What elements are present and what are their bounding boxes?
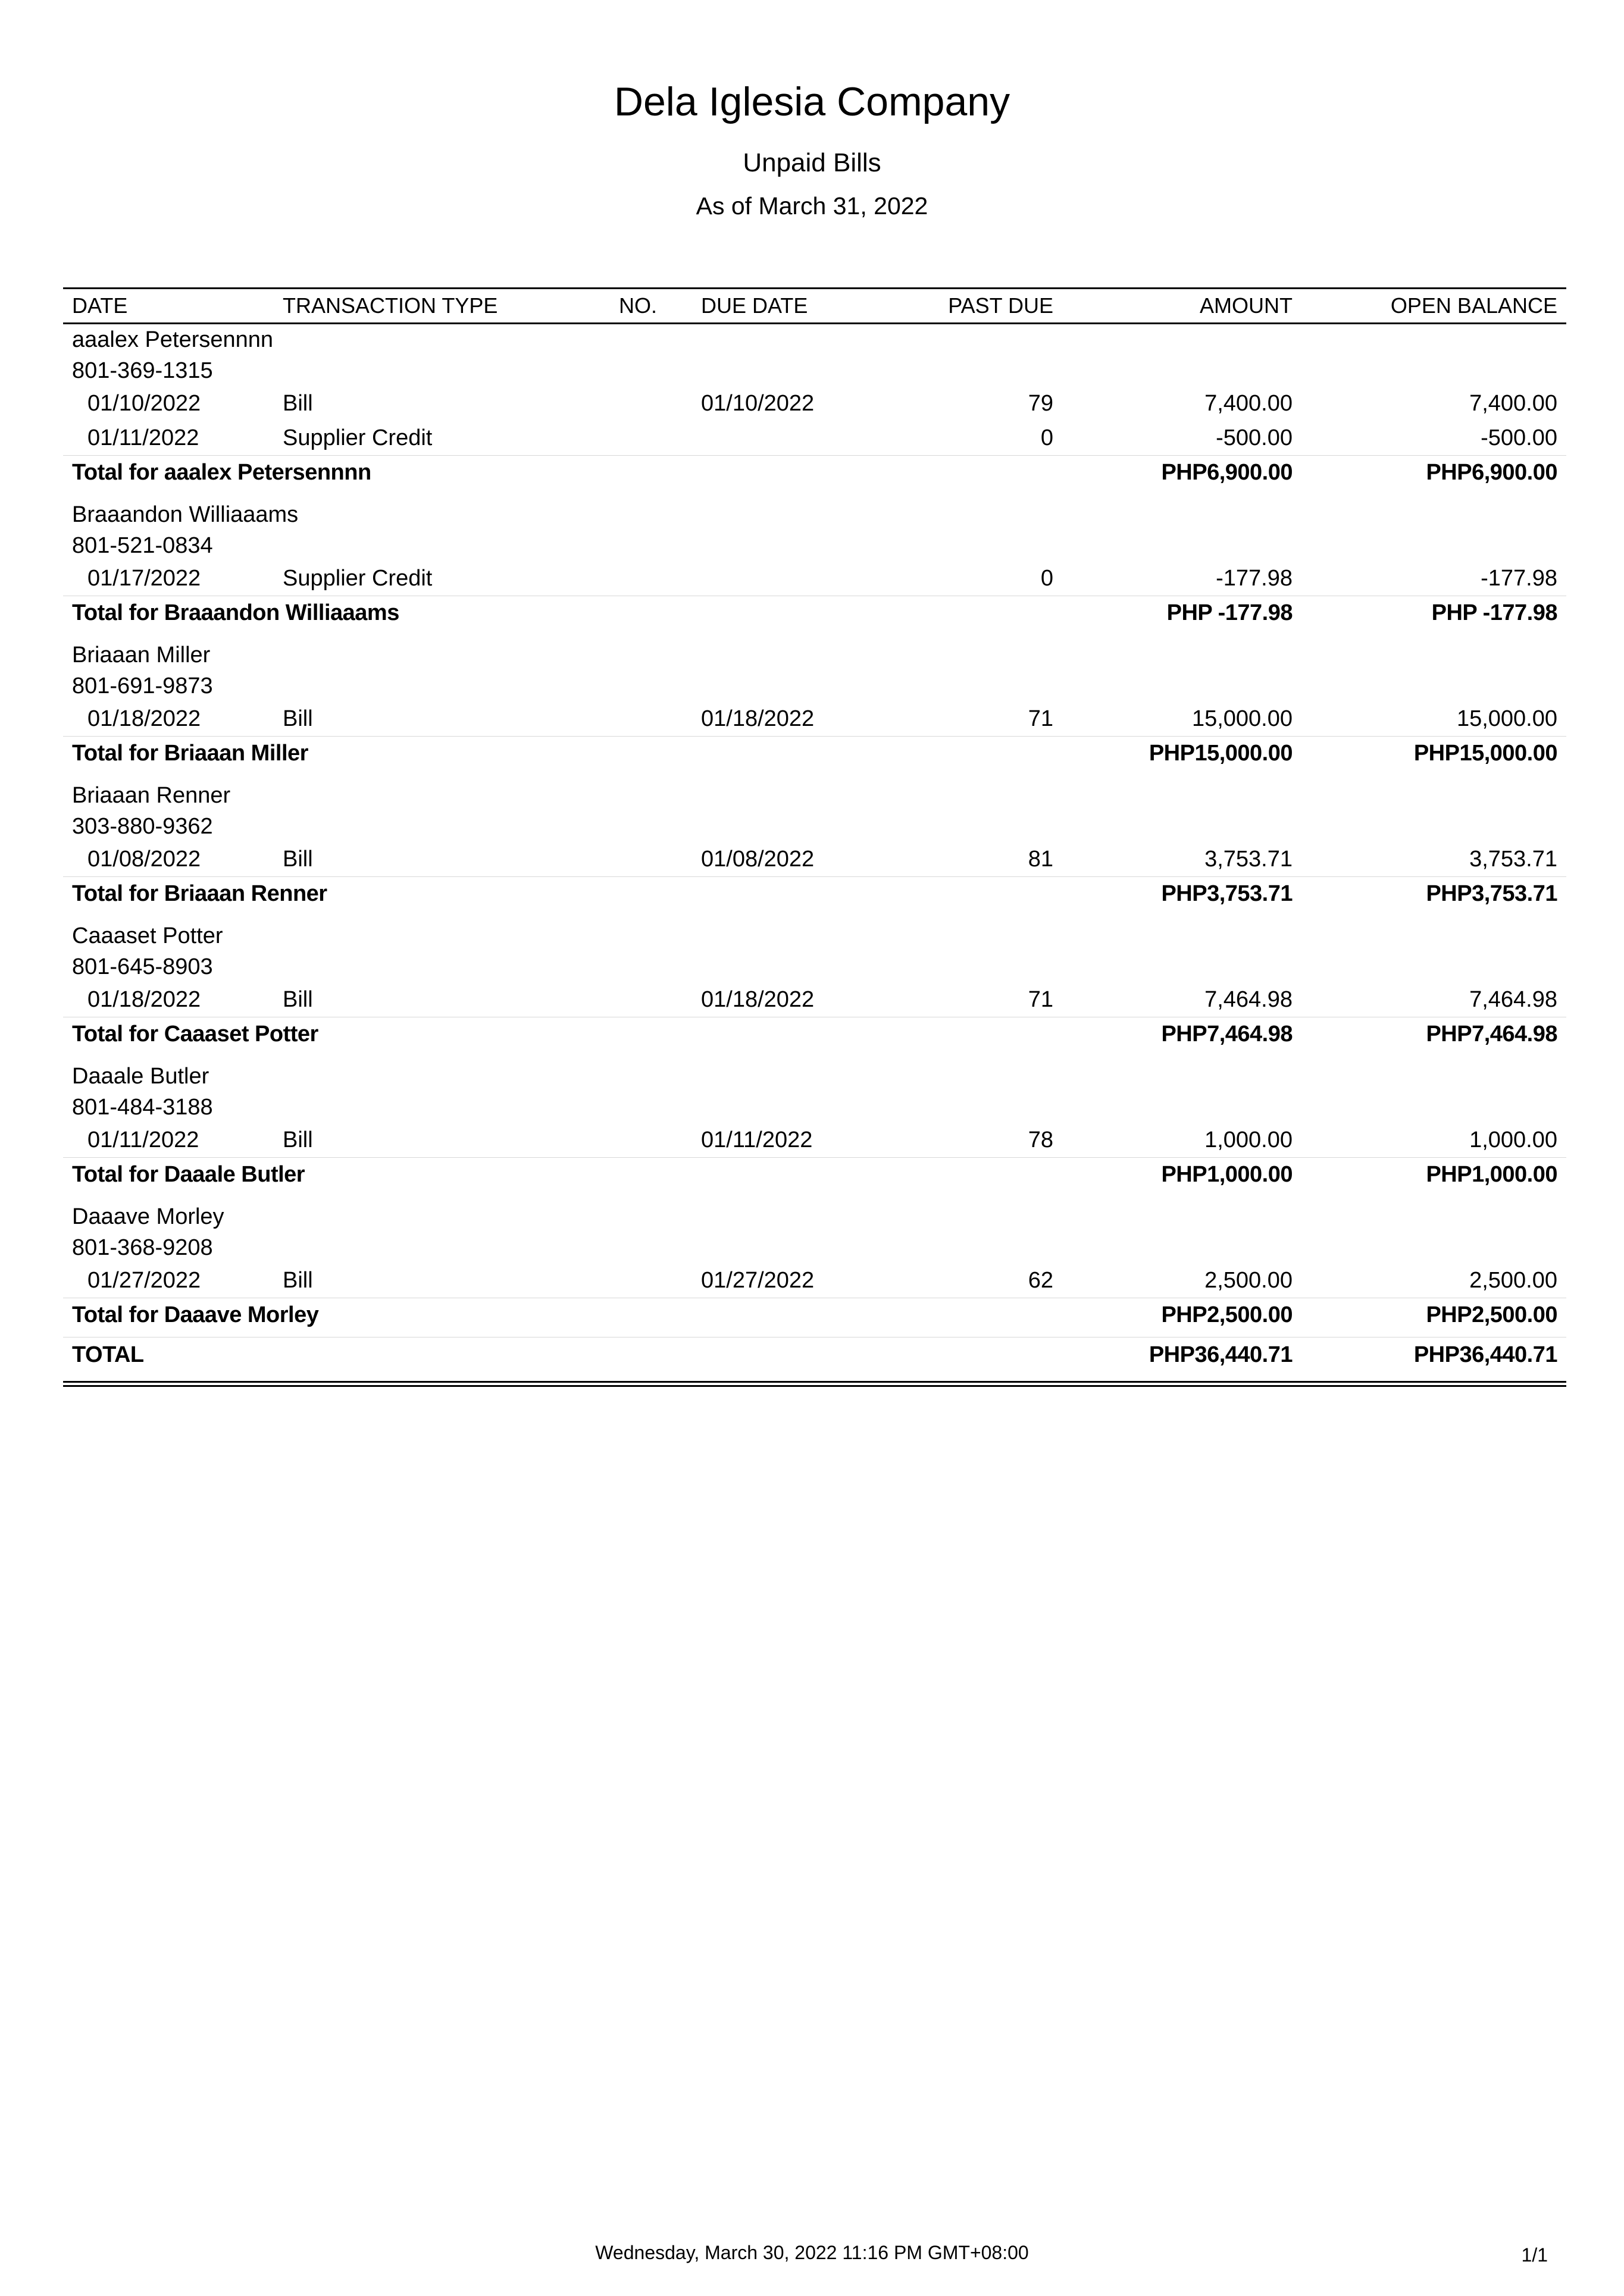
column-header-row: [63, 287, 1566, 324]
supplier-total-row: [63, 1298, 1566, 1335]
supplier-phone: 801-369-1315: [72, 358, 213, 383]
row-amount: 15,000.00: [1191, 706, 1293, 731]
supplier-name: Briaaan Renner: [72, 783, 231, 808]
supplier-name: Braaandon Williaaams: [72, 502, 299, 527]
supplier-phone-row: [63, 1232, 1566, 1263]
grand-total-row: [63, 1337, 1566, 1381]
supplier-name-row: [63, 499, 1566, 530]
row-amount: 7,400.00: [1204, 391, 1293, 416]
double-rule: [63, 1381, 1566, 1387]
supplier-total-label: Total for Daaave Morley: [72, 1302, 319, 1327]
grand-total-amount: PHP36,440.71: [1149, 1342, 1293, 1367]
row-past-due: 0: [1040, 566, 1053, 591]
supplier-phone: 303-880-9362: [72, 814, 213, 839]
row-due-date: 01/11/2022: [701, 1127, 813, 1152]
page-number: 1/1: [1521, 2244, 1548, 2266]
table-row: [63, 561, 1566, 596]
row-open-balance: 3,753.71: [1469, 847, 1557, 872]
supplier-name-row: [63, 920, 1566, 951]
row-past-due: 79: [1028, 391, 1053, 416]
row-past-due: 71: [1028, 706, 1053, 731]
table-row: [63, 421, 1566, 455]
column-transaction-type: TRANSACTION TYPE: [283, 293, 498, 318]
row-date: 01/18/2022: [87, 706, 201, 731]
supplier-total-amount: PHP7,464.98: [1161, 1022, 1293, 1047]
supplier-total-label: Total for Caaaset Potter: [72, 1022, 318, 1047]
supplier-total-row: [63, 736, 1566, 773]
supplier-total-label: Total for Braaandon Williaaams: [72, 600, 399, 625]
column-past-due: PAST DUE: [948, 293, 1053, 318]
supplier-group: [63, 1061, 1566, 1194]
supplier-name: Daaale Butler: [72, 1064, 209, 1089]
row-past-due: 78: [1028, 1127, 1053, 1152]
supplier-total-amount: PHP6,900.00: [1161, 460, 1293, 485]
row-open-balance: 1,000.00: [1469, 1127, 1557, 1152]
row-open-balance: 15,000.00: [1456, 706, 1557, 731]
row-amount: 2,500.00: [1204, 1268, 1293, 1293]
supplier-phone-row: [63, 671, 1566, 701]
row-date: 01/08/2022: [87, 847, 201, 872]
supplier-total-balance: PHP1,000.00: [1426, 1162, 1557, 1187]
supplier-total-amount: PHP1,000.00: [1161, 1162, 1293, 1187]
supplier-total-label: Total for Briaaan Miller: [72, 741, 308, 766]
row-date: 01/27/2022: [87, 1268, 201, 1293]
column-open-balance: OPEN BALANCE: [1390, 293, 1557, 318]
column-due-date: DUE DATE: [701, 293, 808, 318]
supplier-group: [63, 499, 1566, 632]
supplier-total-balance: PHP -177.98: [1431, 600, 1557, 625]
table-row: [63, 1263, 1566, 1298]
supplier-name: Briaaan Miller: [72, 643, 211, 668]
row-open-balance: 7,464.98: [1469, 987, 1557, 1012]
table-row: [63, 386, 1566, 421]
supplier-name: Daaave Morley: [72, 1204, 224, 1229]
supplier-group: [63, 1201, 1566, 1335]
row-due-date: 01/08/2022: [701, 847, 815, 872]
row-amount: -177.98: [1216, 566, 1293, 591]
row-due-date: 01/27/2022: [701, 1268, 815, 1293]
supplier-phone: 801-521-0834: [72, 533, 213, 558]
supplier-phone: 801-484-3188: [72, 1095, 213, 1120]
supplier-phone-row: [63, 811, 1566, 842]
row-past-due: 0: [1040, 425, 1053, 450]
unpaid-bills-table: [63, 287, 1566, 1387]
row-past-due: 71: [1028, 987, 1053, 1012]
supplier-total-amount: PHP3,753.71: [1161, 881, 1293, 906]
row-amount: 1,000.00: [1204, 1127, 1293, 1152]
table-row: [63, 982, 1566, 1017]
grand-total-balance: PHP36,440.71: [1413, 1342, 1557, 1367]
table-row: [63, 701, 1566, 736]
supplier-phone-row: [63, 1092, 1566, 1123]
footer-timestamp: Wednesday, March 30, 2022 11:16 PM GMT+08:00: [595, 2242, 1029, 2263]
row-transaction-type: Supplier Credit: [283, 566, 433, 591]
supplier-name-row: [63, 1061, 1566, 1092]
supplier-phone: 801-368-9208: [72, 1235, 213, 1260]
supplier-total-balance: PHP15,000.00: [1413, 741, 1557, 766]
table-row: [63, 1123, 1566, 1157]
supplier-total-balance: PHP6,900.00: [1426, 460, 1557, 485]
supplier-group: [63, 324, 1566, 492]
row-transaction-type: Bill: [283, 1268, 313, 1293]
supplier-name-row: [63, 640, 1566, 671]
row-date: 01/11/2022: [87, 1127, 199, 1152]
row-open-balance: -500.00: [1481, 425, 1557, 450]
row-transaction-type: Supplier Credit: [283, 425, 433, 450]
supplier-phone-row: [63, 530, 1566, 561]
row-open-balance: 2,500.00: [1469, 1268, 1557, 1293]
supplier-name: Caaaset Potter: [72, 923, 223, 948]
row-transaction-type: Bill: [283, 391, 313, 416]
supplier-total-amount: PHP -177.98: [1166, 600, 1293, 625]
grand-total-label: TOTAL: [72, 1342, 144, 1367]
supplier-total-balance: PHP7,464.98: [1426, 1022, 1557, 1047]
supplier-total-balance: PHP3,753.71: [1426, 881, 1557, 906]
company-name: Dela Iglesia Company: [614, 79, 1010, 124]
row-due-date: 01/10/2022: [701, 391, 815, 416]
row-due-date: 01/18/2022: [701, 706, 815, 731]
row-past-due: 81: [1028, 847, 1053, 872]
supplier-name-row: [63, 1201, 1566, 1232]
supplier-total-label: Total for Briaaan Renner: [72, 881, 327, 906]
supplier-group: [63, 640, 1566, 773]
table-row: [63, 842, 1566, 876]
supplier-phone-row: [63, 951, 1566, 982]
supplier-total-row: [63, 876, 1566, 913]
report-date: As of March 31, 2022: [696, 192, 928, 220]
supplier-total-label: Total for Daaale Butler: [72, 1162, 305, 1187]
row-date: 01/11/2022: [87, 425, 199, 450]
row-amount: -500.00: [1216, 425, 1293, 450]
row-open-balance: 7,400.00: [1469, 391, 1557, 416]
supplier-total-row: [63, 1157, 1566, 1194]
row-transaction-type: Bill: [283, 987, 313, 1012]
supplier-group: [63, 780, 1566, 913]
supplier-total-row: [63, 1017, 1566, 1054]
supplier-phone: 801-691-9873: [72, 674, 213, 698]
column-date: DATE: [72, 293, 128, 318]
supplier-name: aaalex Petersennnn: [72, 327, 274, 352]
supplier-name-row: [63, 324, 1566, 355]
supplier-total-row: [63, 455, 1566, 492]
supplier-total-label: Total for aaalex Petersennnn: [72, 460, 371, 485]
row-due-date: 01/18/2022: [701, 987, 815, 1012]
supplier-total-row: [63, 596, 1566, 632]
row-amount: 7,464.98: [1204, 987, 1293, 1012]
row-date: 01/18/2022: [87, 987, 201, 1012]
row-transaction-type: Bill: [283, 847, 313, 872]
supplier-group: [63, 920, 1566, 1054]
row-transaction-type: Bill: [283, 706, 313, 731]
supplier-phone: 801-645-8903: [72, 954, 213, 979]
row-date: 01/17/2022: [87, 566, 201, 591]
supplier-total-balance: PHP2,500.00: [1426, 1302, 1557, 1327]
column-number: NO.: [619, 293, 658, 318]
supplier-total-amount: PHP2,500.00: [1161, 1302, 1293, 1327]
supplier-groups: [63, 324, 1566, 1335]
row-past-due: 62: [1028, 1268, 1053, 1293]
supplier-total-amount: PHP15,000.00: [1149, 741, 1293, 766]
row-transaction-type: Bill: [283, 1127, 313, 1152]
row-open-balance: -177.98: [1481, 566, 1557, 591]
supplier-phone-row: [63, 355, 1566, 386]
row-amount: 3,753.71: [1204, 847, 1293, 872]
report-title: Unpaid Bills: [743, 148, 881, 177]
supplier-name-row: [63, 780, 1566, 811]
column-amount: AMOUNT: [1200, 293, 1293, 318]
row-date: 01/10/2022: [87, 391, 201, 416]
